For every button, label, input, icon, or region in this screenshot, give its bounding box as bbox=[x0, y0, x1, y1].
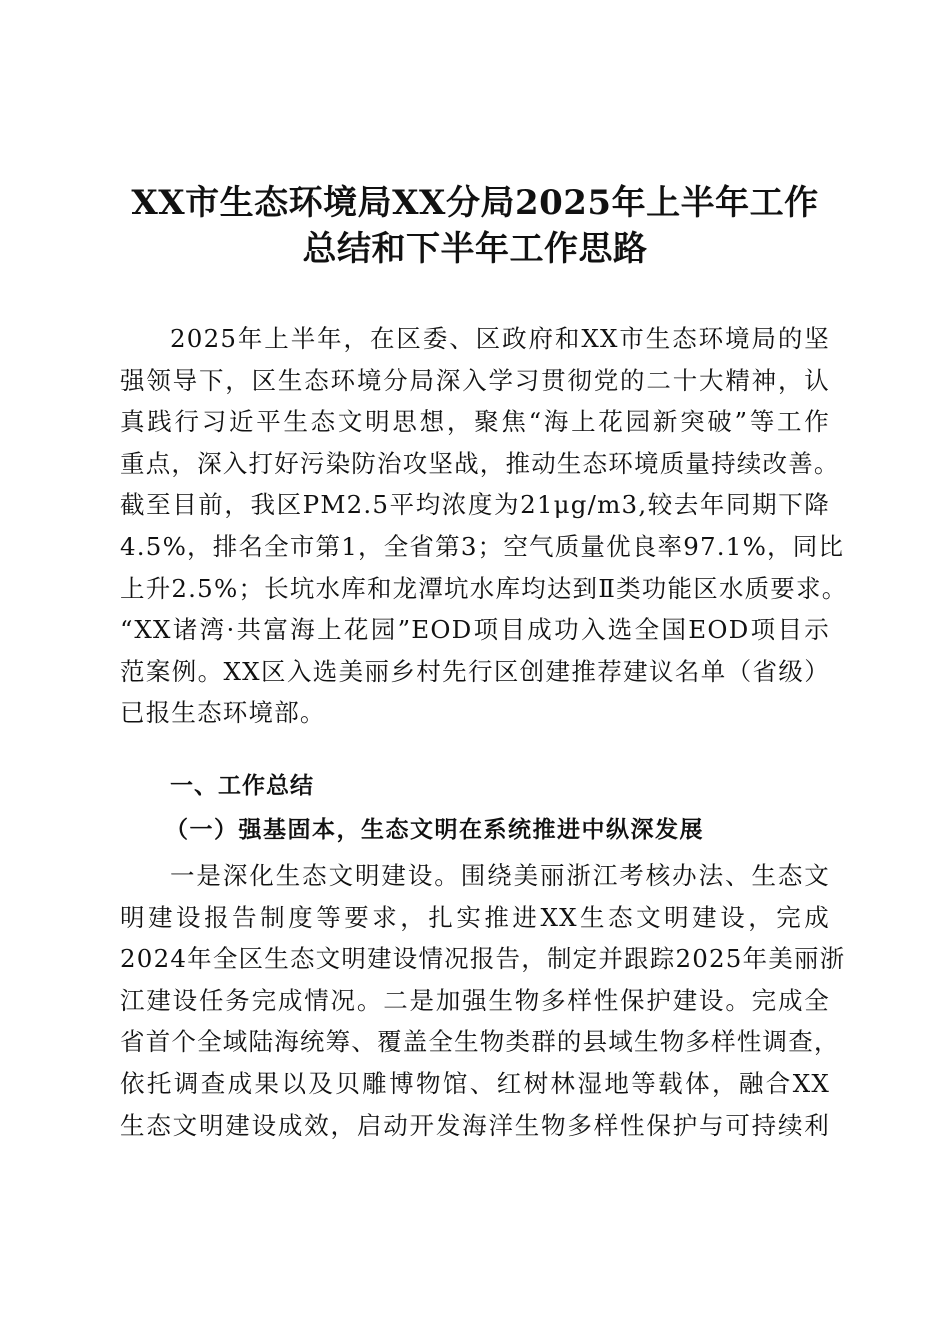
intro-line: 4.5%，排名全市第1，全省第3；空气质量优良率97.1%，同比 bbox=[120, 531, 845, 561]
intro-line: “XX诸湾·共富海上花园”EOD项目成功入选全国EOD项目示 bbox=[120, 615, 830, 645]
subsection-heading: （一）强基固本，生态文明在系统推进中纵深发展 bbox=[165, 816, 704, 843]
intro-line: 强领导下，区生态环境分局深入学习贯彻党的二十大精神，认 bbox=[120, 365, 830, 395]
intro-line: 截至目前，我区PM2.5平均浓度为21μg/m3,较去年同期下降 bbox=[120, 490, 830, 520]
paragraph-line: 省首个全域陆海统筹、覆盖全生物类群的县域生物多样性调查， bbox=[120, 1027, 840, 1057]
paragraph-line: 明建设报告制度等要求，扎实推进XX生态文明建设，完成 bbox=[120, 902, 830, 932]
intro-line: 范案例。XX区入选美丽乡村先行区创建推荐建议名单（省级） bbox=[120, 656, 830, 686]
intro-line: 2025年上半年，在区委、区政府和XX市生态环境局的坚 bbox=[170, 324, 830, 353]
intro-line: 重点，深入打好污染防治攻坚战，推动生态环境质量持续改善。 bbox=[120, 448, 840, 478]
section-heading: 一、工作总结 bbox=[170, 773, 314, 799]
document-title bbox=[100, 180, 850, 272]
work-summary-paragraph bbox=[120, 855, 846, 1146]
intro-line: 真践行习近平生态文明思想，聚焦“海上花园新突破”等工作 bbox=[120, 407, 830, 437]
intro-line: 上升2.5%；长坑水库和龙潭坑水库均达到Ⅱ类功能区水质要求。 bbox=[120, 573, 848, 603]
title-line-2: 总结和下半年工作思路 bbox=[302, 229, 648, 269]
paragraph-line: 依托调查成果以及贝雕博物馆、红树林湿地等载体，融合XX bbox=[120, 1068, 830, 1098]
paragraph-line: 一是深化生态文明建设。围绕美丽浙江考核办法、生态文 bbox=[170, 861, 830, 890]
intro-line: 已报生态环境部。 bbox=[120, 698, 326, 728]
intro-paragraph bbox=[120, 318, 848, 734]
paragraph-line: 2024年全区生态文明建设情况报告，制定并跟踪2025年美丽浙 bbox=[120, 944, 846, 974]
paragraph-line: 江建设任务完成情况。二是加强生物多样性保护建设。完成全 bbox=[120, 985, 830, 1015]
title-line-1: XX市生态环境局XX分局2025年上半年工作 bbox=[131, 183, 819, 223]
paragraph-line: 生态文明建设成效，启动开发海洋生物多样性保护与可持续利 bbox=[120, 1110, 830, 1140]
